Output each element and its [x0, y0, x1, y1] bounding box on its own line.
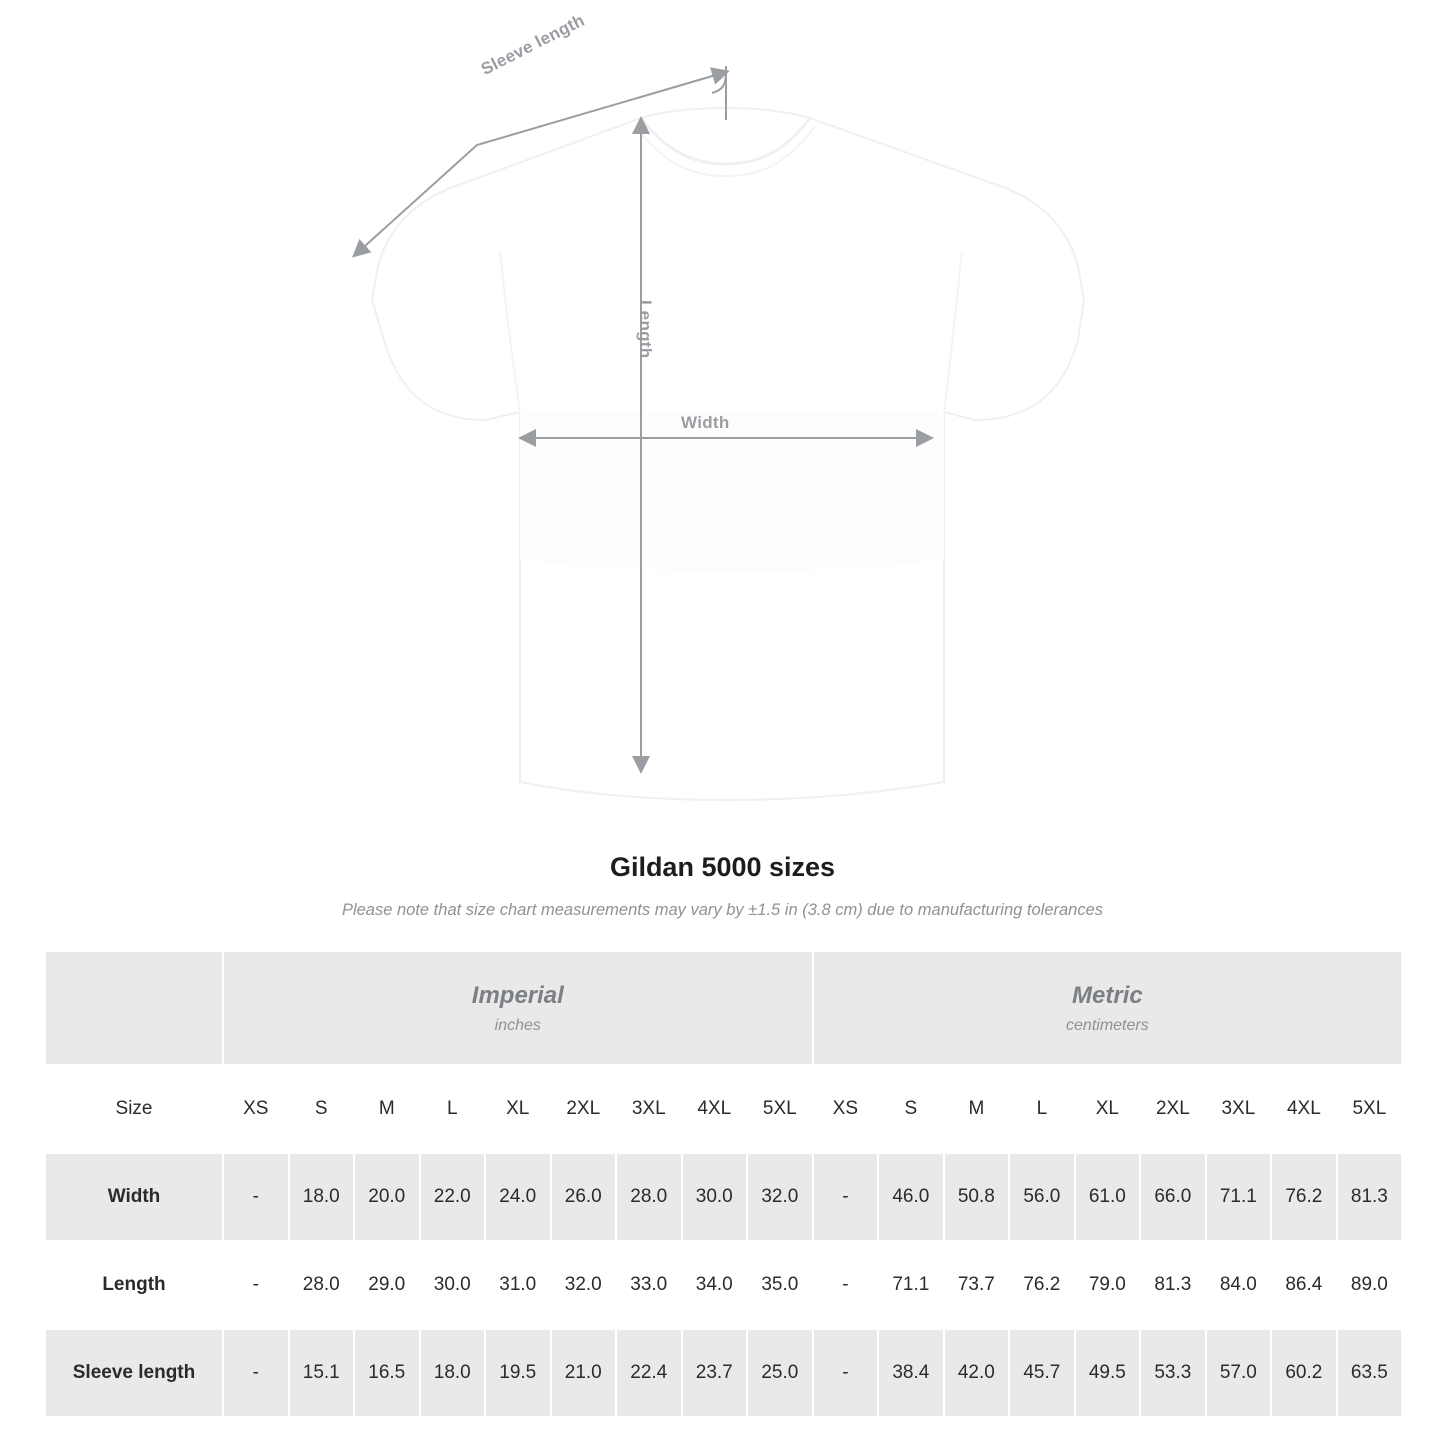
cell-length-metric-4xl: 86.4 — [1271, 1241, 1337, 1329]
header-metric-2xl: 2XL — [1140, 1065, 1206, 1153]
cell-length-metric-3xl: 84.0 — [1206, 1241, 1272, 1329]
table-header-row — [45, 1065, 1402, 1153]
cell-length-metric-l: 76.2 — [1009, 1241, 1075, 1329]
cell-length-metric-s: 71.1 — [878, 1241, 944, 1329]
header-imperial-4xl: 4XL — [682, 1065, 748, 1153]
header-imperial-3xl: 3XL — [616, 1065, 682, 1153]
header-metric-xl: XL — [1075, 1065, 1141, 1153]
cell-sleeve-metric-s: 38.4 — [878, 1329, 944, 1417]
header-metric-3xl: 3XL — [1206, 1065, 1272, 1153]
cell-width-imperial-m: 20.0 — [354, 1153, 420, 1241]
table-row — [45, 1241, 1402, 1329]
header-imperial-m: M — [354, 1065, 420, 1153]
cell-sleeve-metric-m: 42.0 — [944, 1329, 1010, 1417]
cell-length-imperial-m: 29.0 — [354, 1241, 420, 1329]
unit-group-imperial-title: Imperial — [471, 982, 564, 1009]
row-label-sleeve-length: Sleeve length — [45, 1329, 223, 1417]
header-metric-5xl: 5XL — [1337, 1065, 1403, 1153]
cell-length-imperial-5xl: 35.0 — [747, 1241, 813, 1329]
header-imperial-xl: XL — [485, 1065, 551, 1153]
cell-length-imperial-4xl: 34.0 — [682, 1241, 748, 1329]
cell-width-metric-l: 56.0 — [1009, 1153, 1075, 1241]
unit-row-spacer — [45, 951, 223, 1065]
tolerance-note: Please note that size chart measurements may vary by ±1.5 in (3.8 cm) due to manufacturing tolerances — [341, 901, 1104, 919]
cell-sleeve-metric-xl: 49.5 — [1075, 1329, 1141, 1417]
cell-length-imperial-2xl: 32.0 — [551, 1241, 617, 1329]
cell-sleeve-metric-l: 45.7 — [1009, 1329, 1075, 1417]
table-row — [45, 1329, 1402, 1417]
length-label: Length — [636, 300, 655, 359]
cell-width-metric-s: 46.0 — [878, 1153, 944, 1241]
cell-width-imperial-3xl: 28.0 — [616, 1153, 682, 1241]
cell-length-imperial-xs: - — [223, 1241, 289, 1329]
cell-length-metric-m: 73.7 — [944, 1241, 1010, 1329]
header-metric-s: S — [878, 1065, 944, 1153]
header-imperial-xs: XS — [223, 1065, 289, 1153]
cell-sleeve-imperial-xl: 19.5 — [485, 1329, 551, 1417]
cell-sleeve-metric-3xl: 57.0 — [1206, 1329, 1272, 1417]
size-chart-table-wrapper — [44, 950, 1401, 1418]
header-metric-xs: XS — [813, 1065, 879, 1153]
cell-sleeve-metric-5xl: 63.5 — [1337, 1329, 1403, 1417]
cell-sleeve-imperial-xs: - — [223, 1329, 289, 1417]
cell-sleeve-imperial-m: 16.5 — [354, 1329, 420, 1417]
header-imperial-5xl: 5XL — [747, 1065, 813, 1153]
cell-length-imperial-l: 30.0 — [420, 1241, 486, 1329]
cell-sleeve-imperial-3xl: 22.4 — [616, 1329, 682, 1417]
cell-width-metric-xl: 61.0 — [1075, 1153, 1141, 1241]
page-title: Gildan 5000 sizes — [609, 852, 836, 882]
unit-group-row — [45, 951, 1402, 1065]
cell-width-imperial-4xl: 30.0 — [682, 1153, 748, 1241]
cell-length-imperial-3xl: 33.0 — [616, 1241, 682, 1329]
header-size: Size — [45, 1065, 223, 1153]
cell-sleeve-metric-4xl: 60.2 — [1271, 1329, 1337, 1417]
table-row — [45, 1153, 1402, 1241]
sleeve-length-label: Sleeve length — [478, 10, 588, 79]
cell-width-metric-3xl: 71.1 — [1206, 1153, 1272, 1241]
cell-width-imperial-5xl: 32.0 — [747, 1153, 813, 1241]
cell-width-imperial-l: 22.0 — [420, 1153, 486, 1241]
header-imperial-l: L — [420, 1065, 486, 1153]
cell-width-metric-xs: - — [813, 1153, 879, 1241]
cell-length-imperial-s: 28.0 — [289, 1241, 355, 1329]
cell-width-imperial-s: 18.0 — [289, 1153, 355, 1241]
unit-group-metric-subtitle: centimeters — [1066, 1017, 1149, 1034]
unit-group-metric-title: Metric — [1072, 982, 1143, 1009]
cell-width-imperial-2xl: 26.0 — [551, 1153, 617, 1241]
cell-length-imperial-xl: 31.0 — [485, 1241, 551, 1329]
header-metric-4xl: 4XL — [1271, 1065, 1337, 1153]
header-imperial-2xl: 2XL — [551, 1065, 617, 1153]
cell-sleeve-metric-2xl: 53.3 — [1140, 1329, 1206, 1417]
cell-sleeve-imperial-2xl: 21.0 — [551, 1329, 617, 1417]
cell-sleeve-imperial-l: 18.0 — [420, 1329, 486, 1417]
header-imperial-s: S — [289, 1065, 355, 1153]
header-metric-m: M — [944, 1065, 1010, 1153]
size-chart-table — [44, 950, 1403, 1418]
cell-width-imperial-xs: - — [223, 1153, 289, 1241]
unit-group-imperial — [223, 951, 813, 1065]
cell-sleeve-imperial-5xl: 25.0 — [747, 1329, 813, 1417]
cell-sleeve-imperial-4xl: 23.7 — [682, 1329, 748, 1417]
width-label: Width — [681, 413, 730, 432]
cell-sleeve-imperial-s: 15.1 — [289, 1329, 355, 1417]
cell-length-metric-2xl: 81.3 — [1140, 1241, 1206, 1329]
cell-length-metric-xs: - — [813, 1241, 879, 1329]
row-label-width: Width — [45, 1153, 223, 1241]
cell-length-metric-xl: 79.0 — [1075, 1241, 1141, 1329]
unit-group-metric — [813, 951, 1403, 1065]
cell-width-metric-4xl: 76.2 — [1271, 1153, 1337, 1241]
cell-length-metric-5xl: 89.0 — [1337, 1241, 1403, 1329]
cell-width-metric-2xl: 66.0 — [1140, 1153, 1206, 1241]
cell-width-imperial-xl: 24.0 — [485, 1153, 551, 1241]
cell-width-metric-5xl: 81.3 — [1337, 1153, 1403, 1241]
row-label-length: Length — [45, 1241, 223, 1329]
cell-sleeve-metric-xs: - — [813, 1329, 879, 1417]
unit-group-imperial-subtitle: inches — [494, 1017, 541, 1034]
header-metric-l: L — [1009, 1065, 1075, 1153]
cell-width-metric-m: 50.8 — [944, 1153, 1010, 1241]
